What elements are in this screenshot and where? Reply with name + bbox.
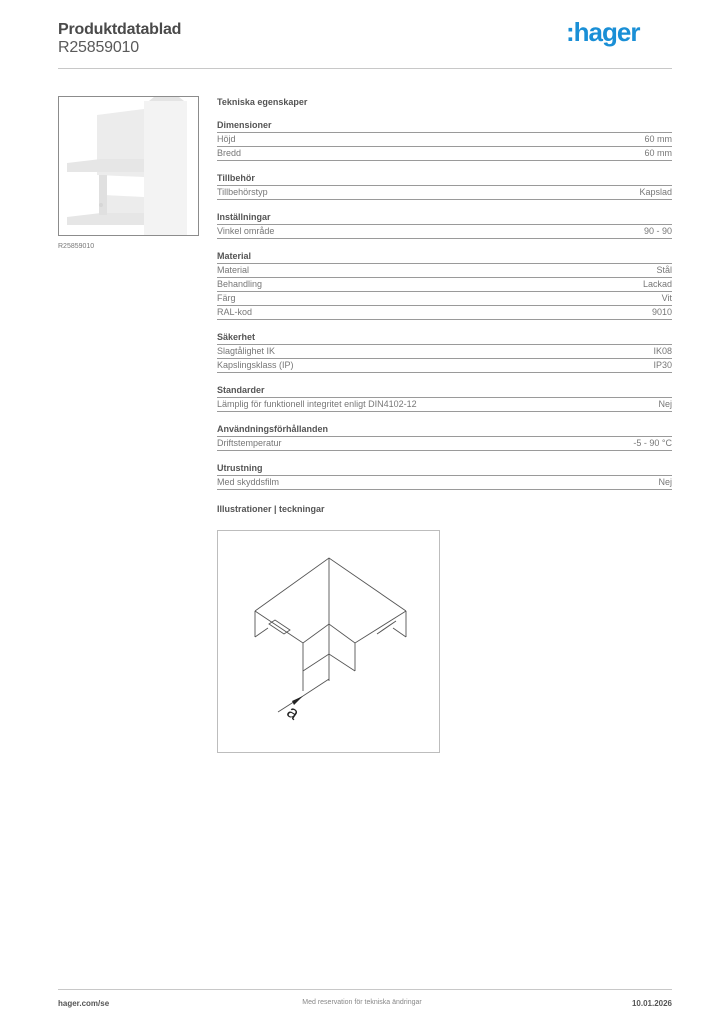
spec-value: Lackad [642, 279, 672, 289]
spec-value: 60 mm [644, 134, 672, 144]
spec-row [217, 359, 672, 373]
technical-specs [217, 96, 672, 515]
spec-row [217, 398, 672, 412]
footer-divider [58, 989, 672, 990]
spec-label: RAL-kod [217, 307, 253, 317]
spec-row [217, 264, 672, 278]
product-image-caption: R25859010 [58, 243, 95, 250]
product-image [58, 96, 199, 236]
spec-label: Tillbehörstyp [217, 187, 268, 197]
specs-title: Tekniska egenskaper [217, 97, 308, 107]
spec-label: Lämplig för funktionell integritet enligt DIN4102-12 [217, 399, 417, 409]
group-heading: Inställningar [217, 211, 672, 225]
spec-label: Kapslingsklass (IP) [217, 360, 294, 370]
spec-row [217, 186, 672, 200]
spec-group-tillbehor [217, 172, 672, 200]
spec-row [217, 147, 672, 161]
spec-row [217, 133, 672, 147]
spec-value: 9010 [651, 307, 672, 317]
spec-value: -5 - 90 °C [633, 438, 672, 448]
spec-label: Driftstemperatur [217, 438, 282, 448]
spec-value: Nej [658, 477, 672, 487]
group-heading: Tillbehör [217, 172, 672, 186]
spec-label: Bredd [217, 148, 242, 158]
spec-row [217, 292, 672, 306]
spec-row [217, 225, 672, 239]
spec-group-installningar [217, 211, 672, 239]
spec-value: Nej [658, 399, 672, 409]
footer-date: 10.01.2026 [631, 999, 672, 1008]
spec-row [217, 437, 672, 451]
product-photo-icon [59, 97, 198, 235]
spec-label: Färg [217, 293, 236, 303]
spec-label: Behandling [217, 279, 263, 289]
spec-group-standarder [217, 384, 672, 412]
spec-value: IK08 [653, 346, 672, 356]
spec-label: Höjd [217, 134, 236, 144]
group-heading: Standarder [217, 384, 672, 398]
group-heading: Utrustning [217, 462, 672, 476]
technical-drawing [217, 530, 440, 753]
spec-value: Stål [656, 265, 672, 275]
product-code: R25859010 [58, 39, 139, 56]
spec-value: Vit [661, 293, 672, 303]
spec-group-sakerhet [217, 331, 672, 373]
spec-label: Slagtålighet IK [217, 346, 276, 356]
spec-label: Material [217, 265, 250, 275]
group-heading: Användningsförhållanden [217, 423, 672, 437]
spec-value: Kapslad [639, 187, 672, 197]
dimension-label: a [283, 701, 304, 724]
spec-group-utrustning [217, 462, 672, 490]
group-heading: Dimensioner [217, 119, 672, 133]
spec-value: 90 - 90 [643, 226, 672, 236]
header-divider [58, 68, 672, 69]
spec-group-anvandningsforhallanden [217, 423, 672, 451]
spec-label: Med skyddsfilm [217, 477, 280, 487]
illustrations-title: Illustrationer | teckningar [217, 504, 325, 514]
group-heading: Säkerhet [217, 331, 672, 345]
group-heading: Material [217, 250, 672, 264]
spec-value: IP30 [653, 360, 672, 370]
spec-value: 60 mm [644, 148, 672, 158]
spec-group-dimensioner [217, 119, 672, 161]
spec-row [217, 278, 672, 292]
spec-group-material [217, 250, 672, 320]
angle-fitting-drawing-icon [218, 531, 439, 752]
footer-disclaimer: Med reservation för tekniska ändringar [302, 999, 422, 1006]
spec-label: Vinkel område [217, 226, 275, 236]
spec-row [217, 306, 672, 320]
document-title: Produktdatablad [58, 21, 182, 38]
footer-website-link[interactable]: hager.com/se [58, 999, 110, 1008]
spec-row [217, 345, 672, 359]
spec-row [217, 476, 672, 490]
hager-logo: :hager [566, 17, 640, 47]
